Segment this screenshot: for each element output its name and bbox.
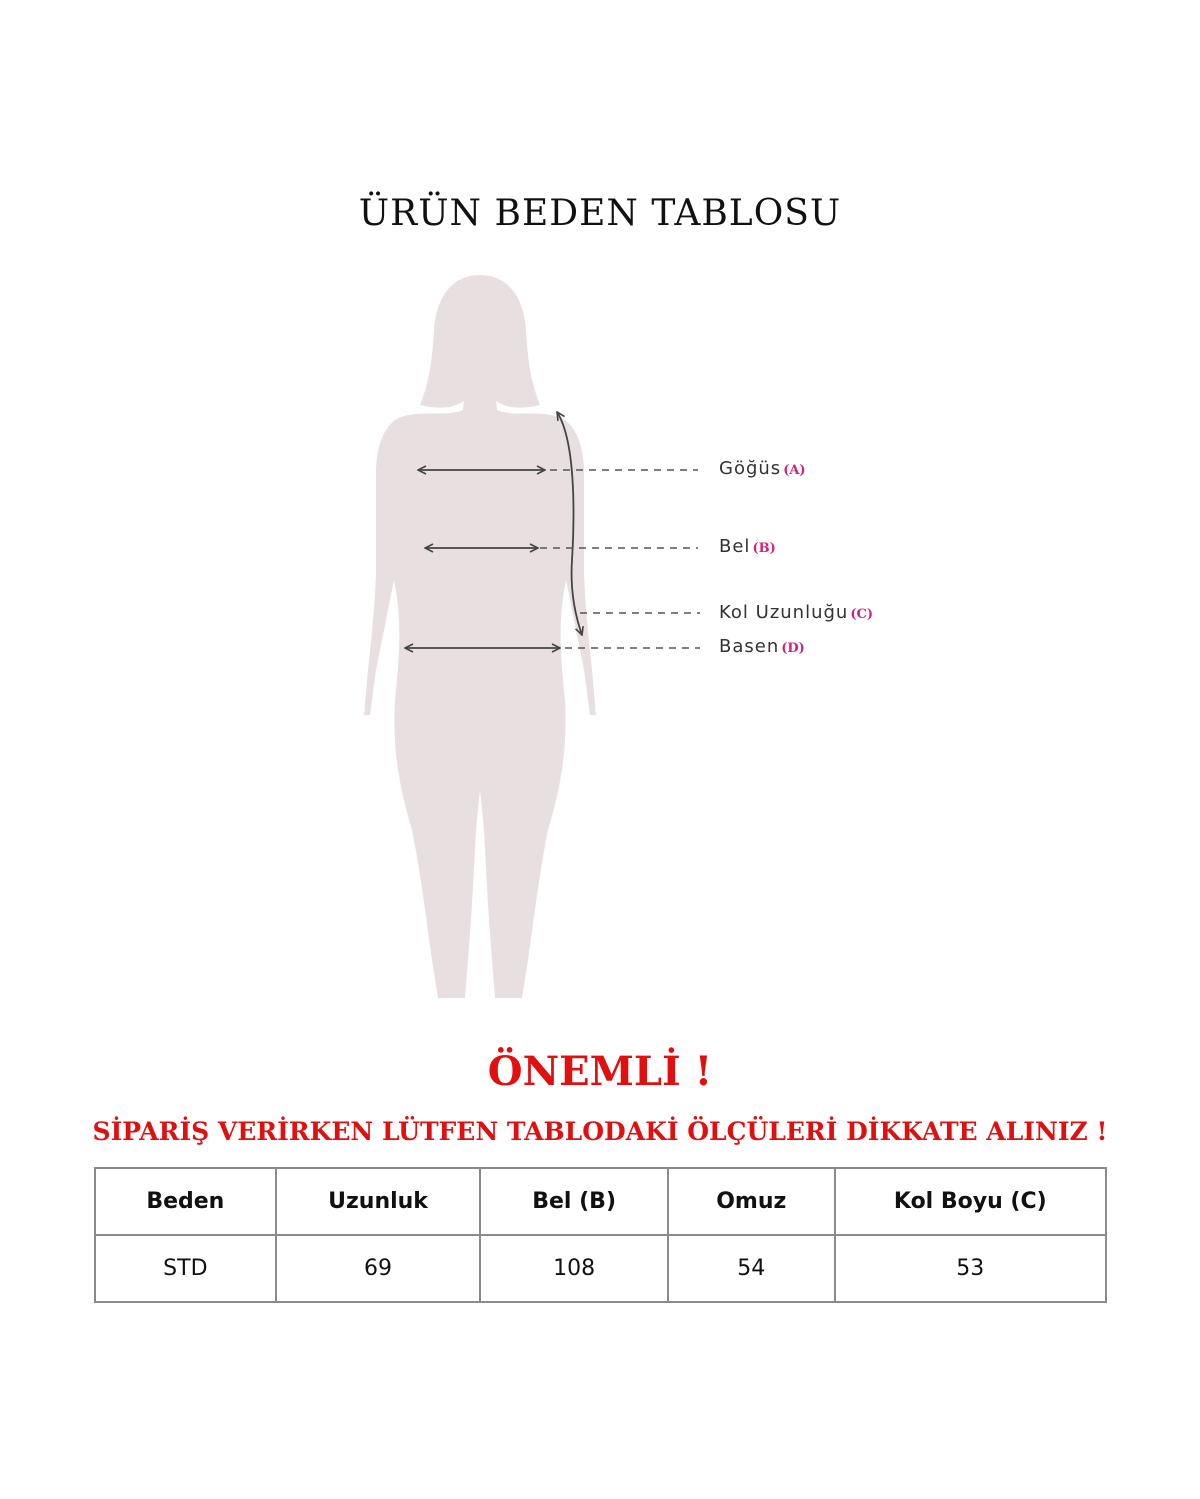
measurement-waist: [719, 536, 776, 557]
table-row: [95, 1235, 1106, 1302]
header-kol-boyu: Kol Boyu (C): [835, 1168, 1106, 1235]
woman-silhouette: [364, 275, 596, 998]
header-beden: Beden: [95, 1168, 276, 1235]
measurement-chest-label: Göğüs: [719, 458, 782, 479]
measurement-hip-label: Basen: [719, 636, 780, 657]
measurement-sleeve: [719, 602, 873, 623]
body-measurement-diagram: [0, 270, 1200, 1010]
silhouette-illustration: [0, 270, 1200, 1010]
cell-uzunluk: 69: [276, 1235, 481, 1302]
cell-bel: 108: [480, 1235, 668, 1302]
important-heading: ÖNEMLİ !: [487, 1048, 713, 1095]
measurement-chest: [719, 458, 806, 479]
cell-omuz: 54: [668, 1235, 835, 1302]
measurement-hip-code: (D): [781, 641, 805, 656]
cell-beden: STD: [95, 1235, 276, 1302]
measurement-chest-code: (A): [783, 463, 806, 478]
table-header-row: [95, 1168, 1106, 1235]
measurement-waist-label: Bel: [719, 536, 751, 557]
measurement-sleeve-code: (C): [850, 607, 873, 622]
page-title: ÜRÜN BEDEN TABLOSU: [358, 193, 842, 234]
size-table: [94, 1167, 1107, 1303]
measurement-sleeve-label: Kol Uzunluğu: [719, 602, 849, 623]
measurement-hip: [719, 636, 805, 657]
header-uzunluk: Uzunluk: [276, 1168, 481, 1235]
cell-kol-boyu: 53: [835, 1235, 1106, 1302]
warning-message: SİPARİŞ VERİRKEN LÜTFEN TABLODAKİ ÖLÇÜLERİ DİKKATE ALINIZ !: [92, 1117, 1108, 1146]
header-bel: Bel (B): [480, 1168, 668, 1235]
header-omuz: Omuz: [668, 1168, 835, 1235]
measurement-waist-code: (B): [752, 541, 776, 556]
